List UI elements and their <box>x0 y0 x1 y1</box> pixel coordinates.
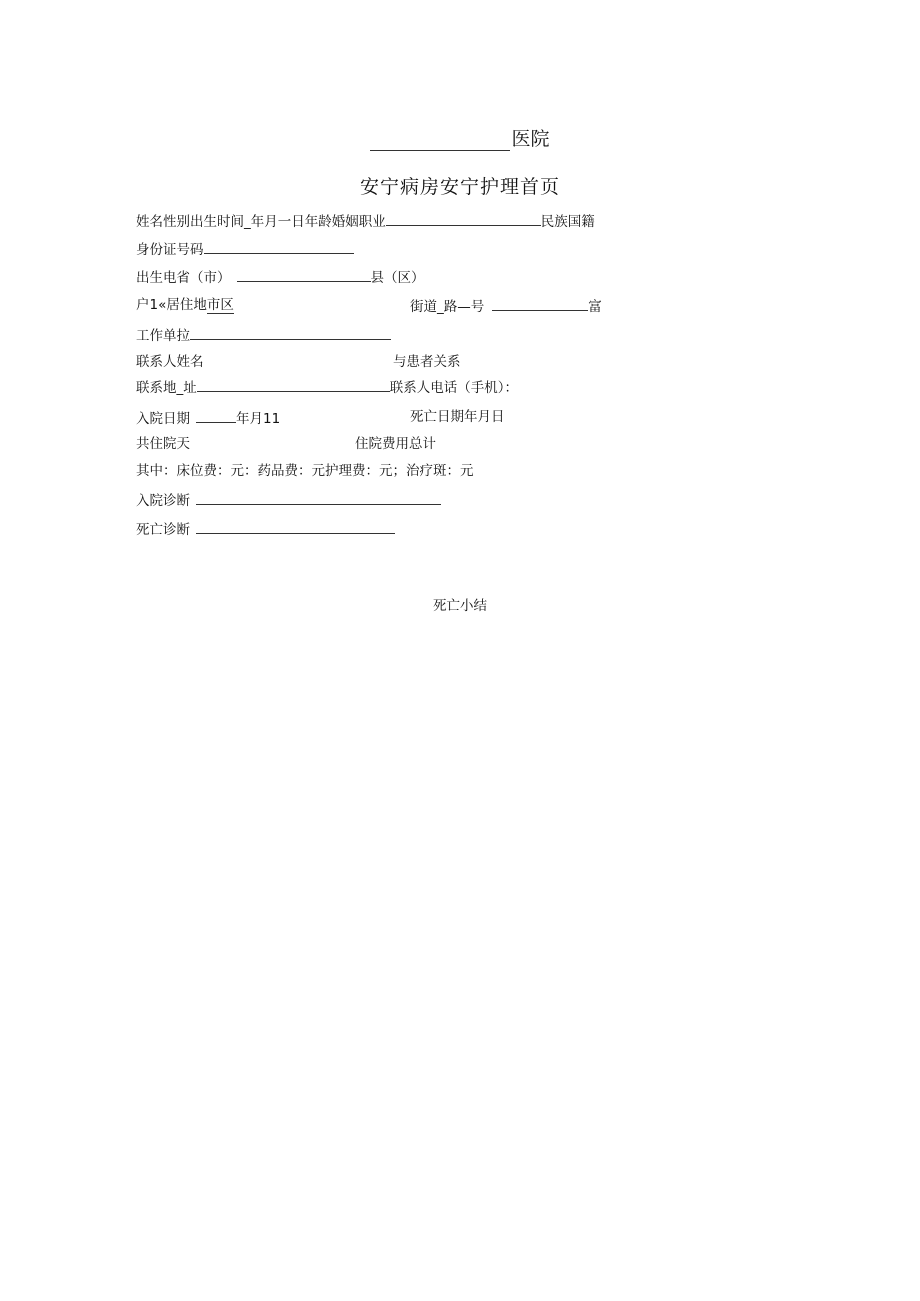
death-date-label: 死亡日期年月日 <box>410 409 505 425</box>
admission-month-day-label: 年月11 <box>236 411 281 427</box>
birthplace-row <box>136 267 425 287</box>
death-diagnosis-label: 死亡诊断 <box>136 522 190 538</box>
form-title: 安宁病房安宁护理首页 <box>359 176 560 198</box>
relation-row <box>393 353 461 371</box>
cost-breakdown-label: 其中：床位费：元：药品费：元护理费：元；治疗斑：元 <box>136 463 474 479</box>
stay-days-row <box>136 435 190 453</box>
birthplace-county-label: 县（区） <box>370 270 425 286</box>
basic-info-row <box>136 211 595 231</box>
id-number-label: 身份证号码 <box>136 242 204 258</box>
death-summary-heading: 死亡小结 <box>433 598 487 614</box>
contact-name-label: 联系人姓名 <box>136 354 204 370</box>
admission-year-blank[interactable] <box>196 408 236 423</box>
admission-diagnosis-label: 入院诊断 <box>136 493 190 509</box>
contact-name-row <box>136 353 204 371</box>
relation-label: 与患者关系 <box>393 354 461 370</box>
ethnicity-nationality-label: 民族国籍 <box>540 214 595 230</box>
residence-street-label: 街道_路—号 <box>410 299 485 315</box>
work-unit-row <box>136 325 391 345</box>
residence-number-blank[interactable] <box>492 296 588 311</box>
admission-date-label: 入院日期 <box>136 411 190 427</box>
death-diagnosis-blank[interactable] <box>196 519 395 534</box>
hospital-name-blank[interactable] <box>370 130 510 151</box>
contact-address-row <box>136 377 518 397</box>
basic-info-label: 姓名性别出生时间_年月一日年龄婚姻职业 <box>136 214 386 230</box>
residence-row <box>136 296 234 314</box>
stay-days-label: 共住院天 <box>136 436 190 452</box>
work-unit-blank[interactable] <box>190 325 391 340</box>
admission-diagnosis-row <box>136 490 441 510</box>
total-cost-row <box>355 435 436 453</box>
death-diagnosis-row <box>136 519 395 539</box>
work-unit-label: 工作单拉 <box>136 328 190 344</box>
birthplace-province-label: 出生电省（市） <box>136 270 231 286</box>
admission-diagnosis-blank[interactable] <box>196 490 441 505</box>
admission-date-row <box>136 408 280 428</box>
contact-address-label: 联系地_址 <box>136 380 197 396</box>
id-number-blank[interactable] <box>204 239 354 254</box>
contact-phone-label: 联系人电话（手机）： <box>389 380 518 396</box>
residence-district-label: 市区 <box>206 297 234 313</box>
residence-label: 户1«居住地 <box>136 297 207 313</box>
id-number-row <box>136 239 354 259</box>
residence-street-row <box>410 296 602 316</box>
total-cost-label: 住院费用总计 <box>355 436 436 452</box>
occupation-blank[interactable] <box>386 211 541 226</box>
contact-address-blank[interactable] <box>197 377 390 392</box>
hospital-title <box>0 124 920 151</box>
residence-suffix: 富 <box>588 299 602 315</box>
death-date-row <box>410 408 505 426</box>
cost-breakdown-row <box>136 462 474 480</box>
birthplace-blank[interactable] <box>237 267 371 282</box>
hospital-suffix: 医院 <box>511 128 550 150</box>
